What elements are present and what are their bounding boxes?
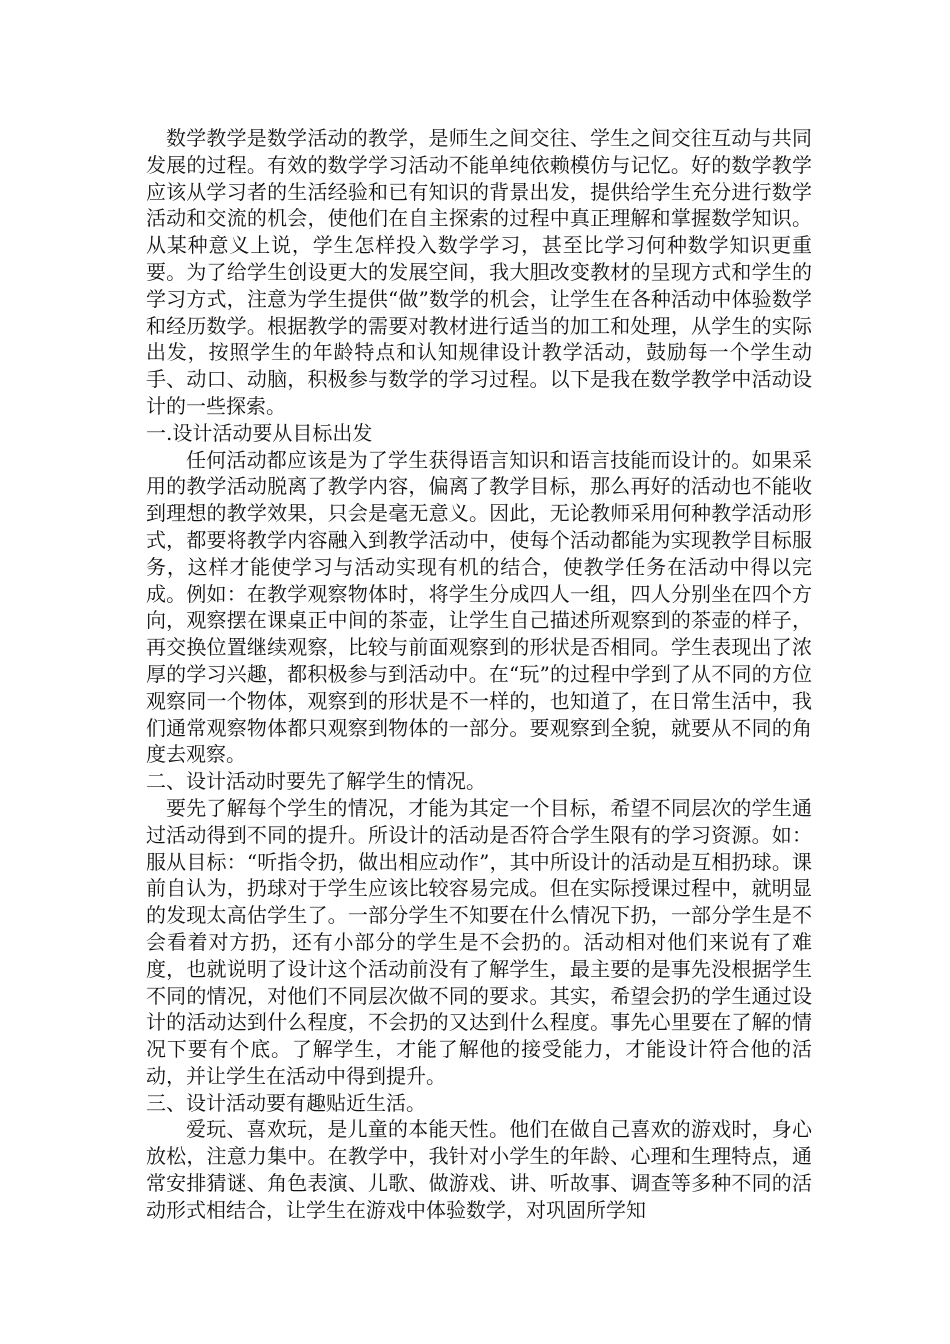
section-1-paragraph: 任何活动都应该是为了学生获得语言知识和语言技能而设计的。如果采用的教学活动脱离了教学内容，偏离了教学目标，那么再好的活动也不能收到理想的教学效果，只会是毫无意义。因此，无论教师采用何种教学活动形式，都要将教学内容融入到教学活动中，使每个活动都能为实现教学目标服务，这样才能使学习与活动实现有机的结合，使教学任务在活动中得以完成。例如：在教学观察物体时，将学生分成四人一组，四人分别坐在四个方向，观察摆在课桌正中间的茶壶，让学生自己描述所观察到的茶壶的样子，再交换位置继续观察，比较与前面观察到的形状是否相同。学生表现出了浓厚的学习兴趣，都积极参与到活动中。在“玩”的过程中学到了从不同的方位观察同一个物体，观察到的形状是不一样的，也知道了，在日常生活中，我们通常观察物体都只观察到物体的一部分。要观察到全貌，就要从不同的角度去观察。 [146, 447, 812, 767]
intro-paragraph: 数学教学是数学活动的教学，是师生之间交往、学生之间交往互动与共同发展的过程。有效的数学学习活动不能单纯依赖模仿与记忆。好的数学教学应该从学习者的生活经验和已有知识的背景出发，提供给学生充分进行数学活动和交流的机会，使他们在自主探索的过程中真正理解和掌握数学知识。从某种意义上说，学生怎样投入数学学习，甚至比学习何种数学知识更重要。为了给学生创设更大的发展空间，我大胆改变教材的呈现方式和学生的学习方式，注意为学生提供“做”数学的机会，让学生在各种活动中体验数学和经历数学。根据教学的需要对教材进行适当的加工和处理，从学生的实际出发，按照学生的年龄特点和认知规律设计教学活动，鼓励每一个学生动手、动口、动脑，积极参与数学的学习过程。以下是我在数学教学中活动设计的一些探索。 [146, 126, 812, 418]
section-2-paragraph: 要先了解每个学生的情况，才能为其定一个目标，希望不同层次的学生通过活动得到不同的提升。所设计的活动是否符合学生限有的学习资源。如：服从目标：“听指令扔，做出相应动作”，其中所设计的活动是互相扔球。课前自认为，扔球对于学生应该比较容易完成。但在实际授课过程中，就明显的发现太高估学生了。一部分学生不知要在什么情况下扔，一部分学生是不会看着对方扔，还有小部分的学生是不会扔的。活动相对他们来说有了难度，也就说明了设计这个活动前没有了解学生，最主要的是事先没根据学生不同的情况，对他们不同层次做不同的要求。其实，希望会扔的学生通过设计的活动达到什么程度，不会扔的又达到什么程度。事先心里要在了解的情况下要有个底。了解学生，才能了解他的接受能力，才能设计符合他的活动，并让学生在活动中得到提升。 [146, 795, 812, 1088]
section-3-heading: 三、设计活动要有趣贴近生活。 [146, 1090, 426, 1115]
document-page [146, 125, 812, 1224]
section-1-heading: 一.设计活动要从目标出发 [146, 420, 373, 445]
section-3-paragraph: 爱玩、喜欢玩，是儿童的本能天性。他们在做自己喜欢的游戏时，身心放松，注意力集中。在教学中，我针对小学生的年龄、心理和生理特点，通常安排猜谜、角色表演、儿歌、做游戏、讲、听故事、调查等多种不同的活动形式相结合，让学生在游戏中体验数学，对巩固所学知 [146, 1117, 812, 1222]
section-2-heading: 二、设计活动时要先了解学生的情况。 [146, 769, 486, 794]
